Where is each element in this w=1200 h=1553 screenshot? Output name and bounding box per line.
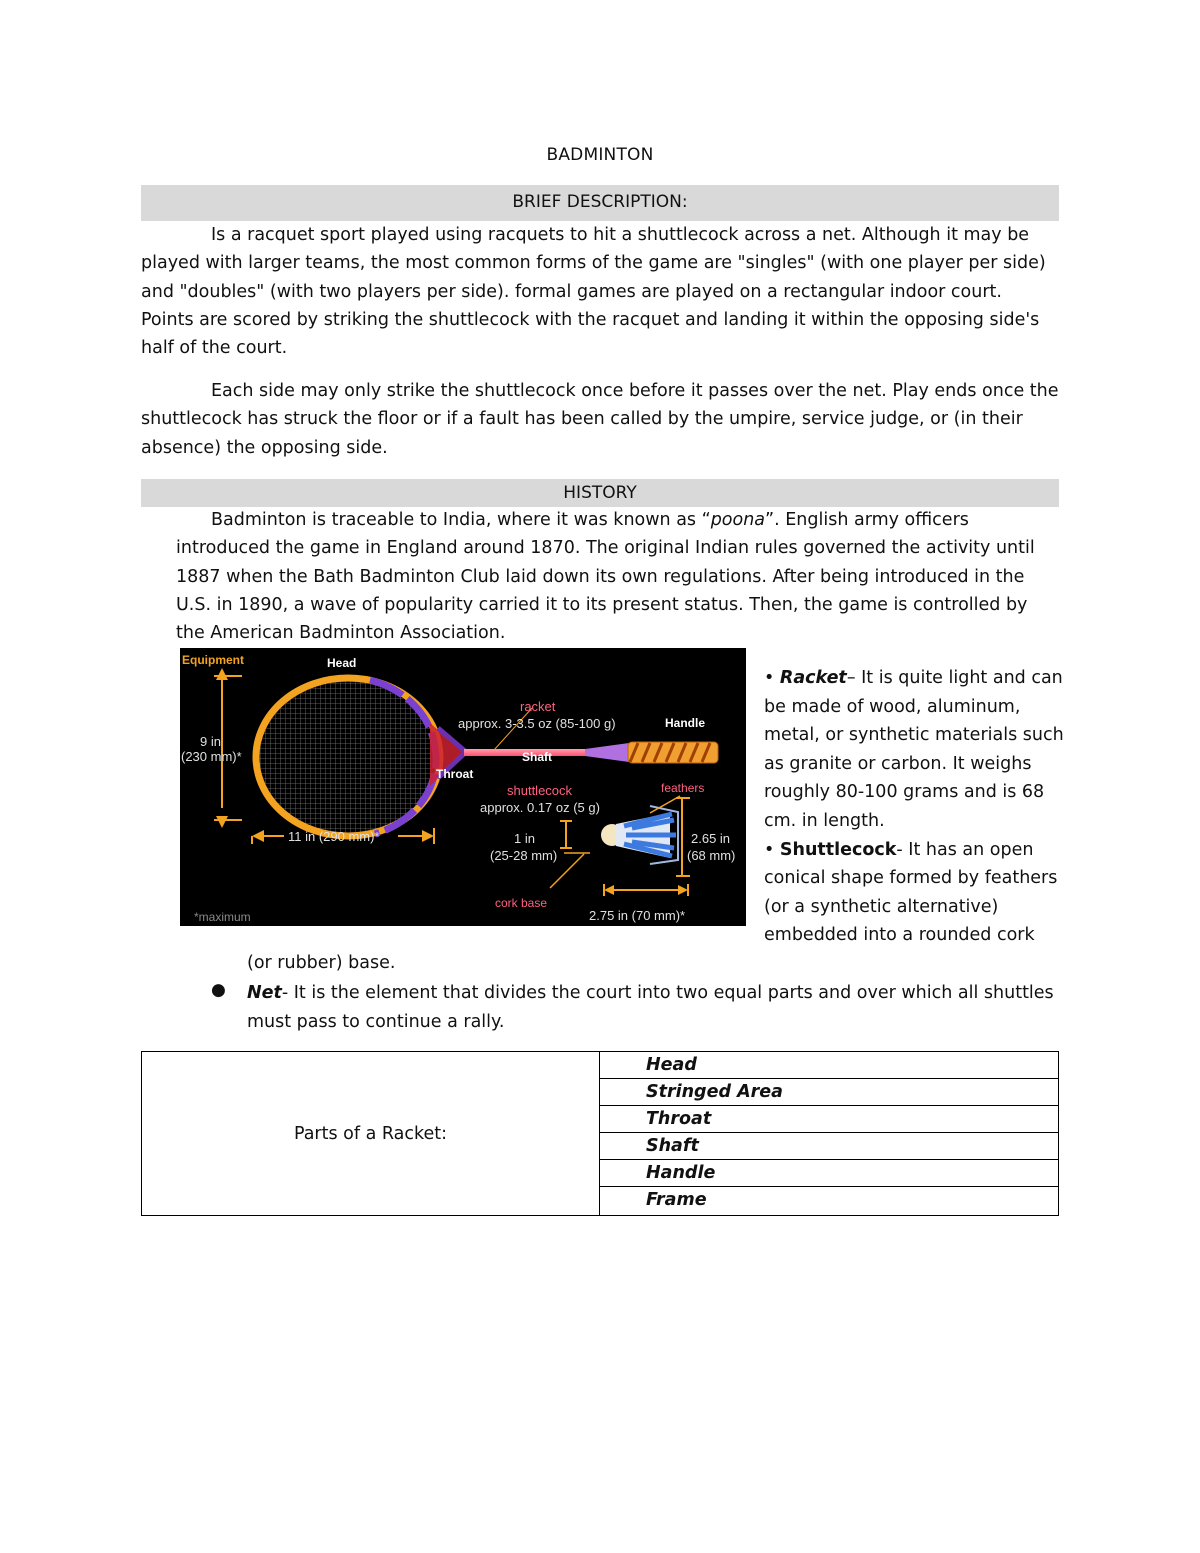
part-row: Handle	[600, 1160, 1058, 1187]
racket-term: Racket	[779, 668, 847, 688]
brief-paragraph-1-text: Is a racquet sport played using racquets to hit a shuttlecock across a net. Although it may be played with larger teams, the most common forms of the game are "singles" (with one player per side) and "doubles" (with two players per side). formal games are played on a rectangular indoor court. Points are scored by striking the shuttlecock with the racquet and landing it within the opposing side's half of the court.	[141, 225, 1046, 359]
throat-label: Throat	[436, 767, 474, 781]
brief-paragraph-2-text: Each side may only strike the shuttlecock once before it passes over the net. Play ends once the shuttlecock has struck the floor or if a fault has been called by the umpire, service judge, or (in their absence) the opposing side.	[141, 381, 1059, 458]
brief-description-heading: BRIEF DESCRIPTION:	[141, 185, 1059, 221]
part-row: Stringed Area	[600, 1079, 1058, 1106]
length-in-label: 2.65 in	[691, 831, 731, 846]
part-row: Head	[600, 1052, 1058, 1079]
shuttlecock-description: - It has an open conical shape formed by feathers (or a synthetic alternative) embedded into a rounded cork	[764, 839, 1058, 946]
head-label: Head	[327, 656, 357, 670]
height-mm-label: (230 mm)*	[181, 749, 242, 764]
shuttlecock-label: shuttlecock	[507, 783, 573, 798]
net-bullet-marker: ●	[211, 980, 226, 1000]
cork-base-label: cork base	[495, 896, 548, 910]
shuttle-weight-label: approx. 0.17 oz (5 g)	[480, 800, 600, 815]
handle-label: Handle	[665, 716, 706, 730]
shuttle-width-label: 2.75 in (70 mm)*	[589, 908, 686, 923]
net-description: - It is the element that divides the court into two equal parts and over which all shuttles must pass to continue a rally.	[247, 983, 1054, 1032]
base-in-label: 1 in	[514, 831, 535, 846]
racket-description: – It is quite light and can be made of wood, aluminum, metal, or synthetic materials such as granite or carbon. It weighs roughly 80-100 grams and is 68 cm. in length.	[764, 668, 1064, 831]
shaft-label: Shaft	[522, 750, 552, 764]
brief-paragraph-1	[141, 221, 1059, 362]
parts-table-label: Parts of a Racket:	[142, 1052, 600, 1215]
history-paragraph	[176, 506, 1061, 647]
feathers-label: feathers	[661, 781, 705, 795]
equipment-side-text	[764, 664, 1064, 950]
length-mm-label: (68 mm)	[687, 848, 736, 863]
history-heading: HISTORY	[141, 479, 1059, 507]
racket-bullet: • Racket– It is quite light and can be made of wood, aluminum, metal, or synthetic materials such as granite or carbon. It weighs roughly 80-100 grams and is 68 cm. in length.	[764, 668, 1064, 831]
document-title: BADMINTON	[546, 145, 654, 165]
net-term: Net	[247, 983, 282, 1003]
part-row: Throat	[600, 1106, 1058, 1133]
maximum-note: *maximum	[194, 910, 251, 924]
base-mm-label: (25-28 mm)	[490, 848, 558, 863]
equipment-figure	[180, 648, 746, 926]
height-in-label: 9 in	[200, 734, 221, 749]
shuttlecock-bullet: • Shuttlecock- It has an open conical shape formed by feathers (or a synthetic alternative) embedded into a rounded cork	[764, 839, 1058, 946]
part-row: Shaft	[600, 1133, 1058, 1160]
history-text-1: Badminton is traceable to India, where it was known as “	[211, 510, 711, 530]
racket-label: racket	[520, 699, 556, 714]
shuttlecock-continuation: (or rubber) base.	[247, 953, 396, 973]
brief-paragraph-2	[141, 377, 1059, 462]
racket-weight-label: approx. 3-3.5 oz (85-100 g)	[458, 716, 616, 731]
parts-of-racket-table	[141, 1051, 1059, 1216]
net-bullet	[247, 979, 1067, 1036]
parts-list	[600, 1052, 1058, 1215]
history-italic-term: poona	[710, 510, 766, 530]
history-text-2: ”. English army officers introduced the game in England around 1870. The original Indian rules governed the activity until 1887 when the Bath Badminton Club laid down its own regulations. After being introduced in the U.S. in 1890, a wave of popularity carried it to its present status. Then, the game is controlled by the American Badminton Association.	[176, 510, 1035, 644]
width-label: 11 in (290 mm)*	[288, 829, 380, 844]
equipment-label: Equipment	[182, 653, 244, 667]
racket-shuttle-diagram	[180, 648, 746, 926]
part-row: Frame	[646, 1190, 707, 1211]
shuttlecock-term: Shuttlecock	[779, 839, 897, 860]
